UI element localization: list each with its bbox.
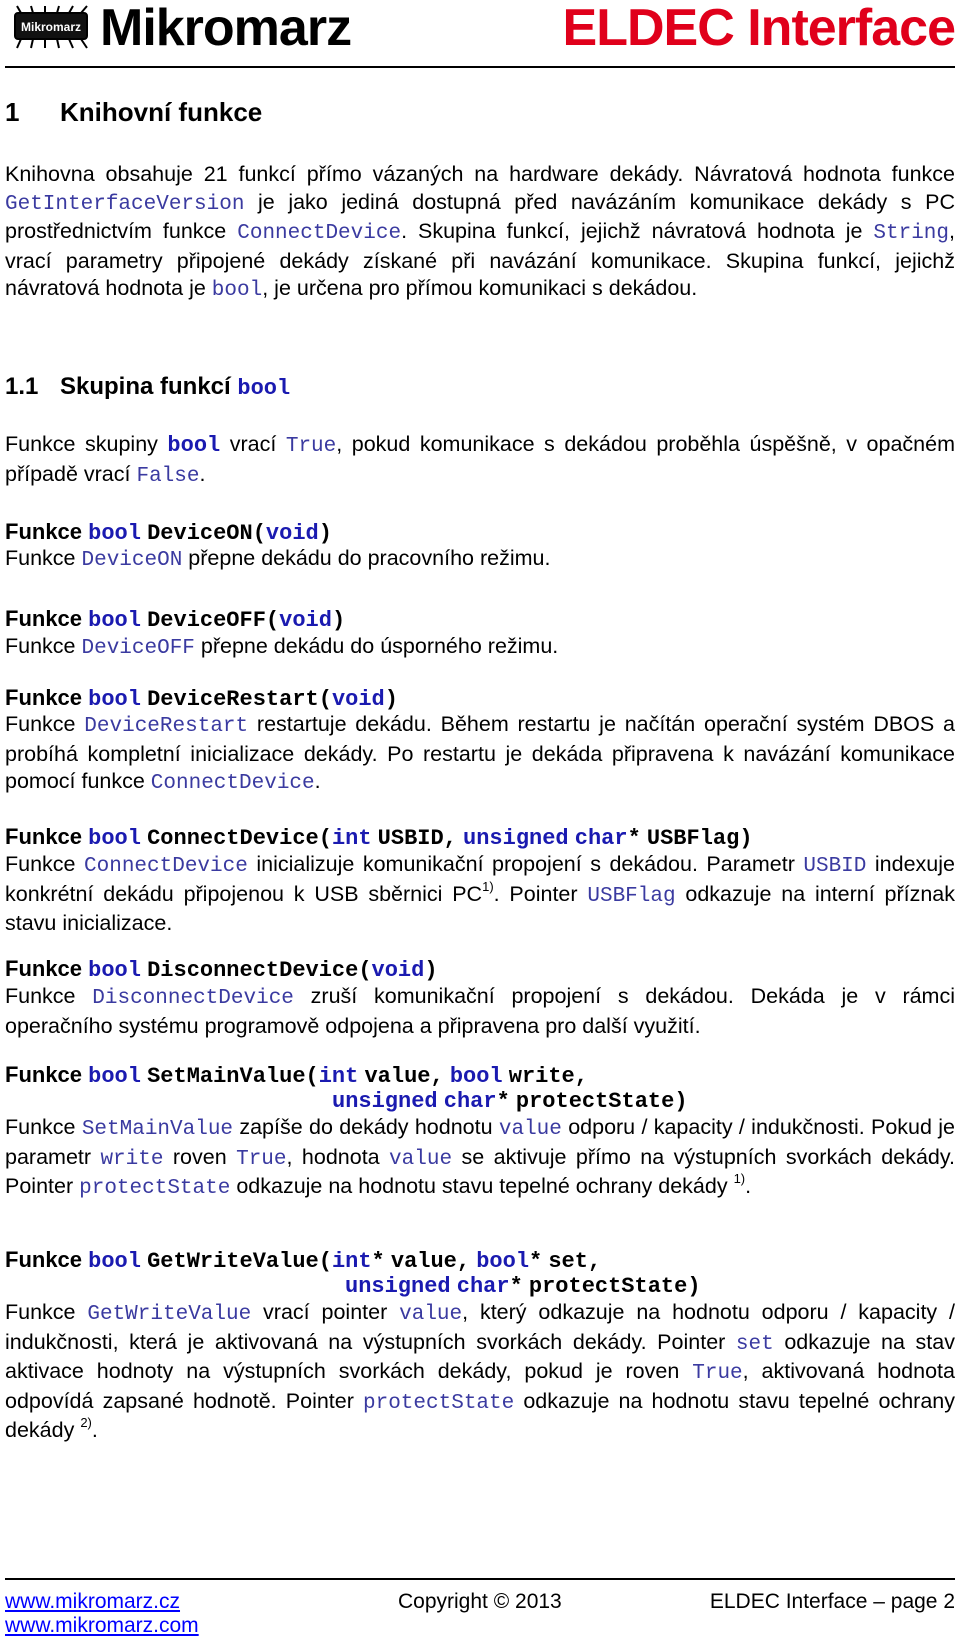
function-signature-deviceon: Funkce bool DeviceON(void) xyxy=(5,519,332,546)
section-number: 1 xyxy=(5,97,20,127)
text: , hodnota xyxy=(286,1144,390,1169)
code: USBID xyxy=(803,855,867,878)
keyword: bool xyxy=(88,826,141,851)
code: ConnectDevice xyxy=(150,772,315,795)
function-signature-setmainvalue-cont: unsigned char* protectState) xyxy=(332,1089,688,1114)
code: GetInterfaceVersion xyxy=(5,192,245,216)
text: Funkce xyxy=(5,712,85,736)
code: protectState xyxy=(79,1177,231,1200)
page-header xyxy=(5,0,955,68)
function-desc-deviceoff xyxy=(5,633,955,663)
text: , vrací parametry připojené dekády získané při navázání komunikace. Skupina funkcí, jejichž návratová hodnota je xyxy=(5,219,955,300)
keyword: bool xyxy=(476,1249,530,1274)
function-signature-disconnectdevice: Funkce bool DisconnectDevice(void) xyxy=(5,956,438,983)
keyword: bool xyxy=(88,1249,141,1274)
param: protectState) xyxy=(515,1089,688,1114)
param: protectState) xyxy=(528,1274,701,1299)
function-desc-connectdevice xyxy=(5,851,955,938)
page-footer xyxy=(5,1578,955,1637)
code: True xyxy=(236,1147,287,1171)
footnote-ref: 1) xyxy=(482,878,494,894)
keyword: char xyxy=(456,1274,510,1299)
website-link-cz[interactable]: www.mikromarz.cz xyxy=(5,1590,181,1613)
keyword: char xyxy=(443,1089,497,1114)
code: USBFlag xyxy=(587,884,676,908)
text: . xyxy=(199,461,206,486)
function-signature-devicerestart: Funkce bool DeviceRestart(void) xyxy=(5,685,398,712)
section-1-1-paragraph xyxy=(5,431,955,490)
text: vrací xyxy=(220,432,286,456)
function-name: ConnectDevice xyxy=(147,826,319,851)
function-desc-devicerestart xyxy=(5,711,955,798)
function-desc-disconnectdevice xyxy=(5,983,955,1040)
function-desc-setmainvalue xyxy=(5,1114,955,1203)
function-name: DeviceON xyxy=(147,521,253,546)
section-number: 1.1 xyxy=(5,373,39,400)
text: , pokud komunikace s dekádou proběhla úspěšně, v opačném případě vrací xyxy=(5,432,955,486)
code: GetWriteValue xyxy=(87,1303,252,1326)
function-name: SetMainValue xyxy=(147,1064,306,1089)
section-title: Skupina funkcí xyxy=(60,373,231,400)
code: ConnectDevice xyxy=(84,855,248,878)
text: odkazuje na interní příznak stavu inicializace. xyxy=(5,881,956,935)
param: value, xyxy=(390,1249,471,1274)
text: odkazuje na stav aktivace hodnoty na výstupních svorkách dekády, pokud je roven xyxy=(5,1329,955,1383)
text: , je určena pro přímou komunikaci s dekádou. xyxy=(262,276,698,300)
keyword: int xyxy=(331,826,372,851)
code: DisconnectDevice xyxy=(92,987,294,1010)
function-signature-connectdevice: Funkce bool ConnectDevice(int USBID, unsigned char* USBFlag) xyxy=(5,824,753,851)
code: String xyxy=(873,222,950,245)
copyright: Copyright © 2013 xyxy=(398,1590,562,1613)
footnote-ref: 1) xyxy=(733,1171,746,1186)
param: set, xyxy=(548,1249,602,1274)
code: value xyxy=(389,1147,453,1171)
text: . Pointer xyxy=(493,881,588,906)
heading-code: bool xyxy=(237,376,291,401)
function-name: DeviceRestart xyxy=(147,687,319,712)
function-name: DisconnectDevice xyxy=(147,958,359,983)
code: protectState xyxy=(363,1391,515,1415)
keyword: unsigned xyxy=(345,1274,451,1299)
keyword: unsigned xyxy=(332,1089,438,1114)
text: , aktivovaná hodnota odpovídá zapsané hodnotě. Pointer xyxy=(5,1359,955,1413)
text: vrací pointer xyxy=(251,1300,400,1324)
label: Funkce xyxy=(5,824,83,849)
keyword: bool xyxy=(88,1064,141,1089)
page-number: ELDEC Interface – page 2 xyxy=(709,1590,955,1613)
function-desc-getwritevalue xyxy=(5,1299,955,1445)
function-signature-setmainvalue: Funkce bool SetMainValue(int value, bool write, xyxy=(5,1062,588,1089)
function-name: DeviceOFF xyxy=(147,608,266,633)
code: set xyxy=(735,1332,774,1356)
code: DeviceON xyxy=(81,549,183,572)
text: zapíše do dekády hodnotu xyxy=(233,1115,499,1139)
website-link-com[interactable]: www.mikromarz.com xyxy=(5,1614,199,1637)
code: False xyxy=(136,464,200,488)
text: Funkce skupiny xyxy=(5,432,168,456)
code: DeviceOFF xyxy=(81,637,195,660)
label: Funkce xyxy=(5,1247,83,1272)
keyword: bool xyxy=(88,608,141,633)
keyword: bool xyxy=(88,687,141,712)
code: value xyxy=(498,1118,562,1141)
text: Funkce xyxy=(5,1115,82,1139)
function-signature-getwritevalue: Funkce bool GetWriteValue(int* value, bool* set, xyxy=(5,1247,602,1274)
section-title: Knihovní funkce xyxy=(60,97,263,127)
keyword: int xyxy=(331,1249,372,1274)
function-desc-deviceon xyxy=(5,545,955,575)
text: přepne dekádu do úsporného režimu. xyxy=(194,634,559,658)
text: přepne dekádu do pracovního režimu. xyxy=(182,546,551,570)
code: DeviceRestart xyxy=(84,715,249,738)
param: USBID, xyxy=(377,826,457,851)
text: indexuje konkrétní dekádu připojenou k USB sběrnici PC xyxy=(5,852,955,906)
text: Funkce xyxy=(5,546,82,570)
keyword: void xyxy=(371,958,425,983)
section-1-heading xyxy=(5,97,262,128)
code: bool xyxy=(167,433,221,458)
label: Funkce xyxy=(5,685,83,710)
keyword: bool xyxy=(449,1064,503,1089)
keyword: unsigned xyxy=(463,826,569,851)
keyword: void xyxy=(279,608,332,633)
label: Funkce xyxy=(5,956,83,981)
keyword: void xyxy=(265,521,319,546)
text: . xyxy=(314,769,321,793)
function-signature-deviceoff: Funkce bool DeviceOFF(void) xyxy=(5,606,346,633)
function-signature-getwritevalue-cont: unsigned char* protectState) xyxy=(345,1274,701,1299)
text: zruší komunikační propojení s dekádou. Dekáda je v rámci operačního systému programově odpojena a připravena pro další využití. xyxy=(5,984,955,1038)
keyword: int xyxy=(318,1064,359,1089)
label: Funkce xyxy=(5,1062,83,1087)
code: True xyxy=(285,435,337,458)
text: . Skupina funkcí, jejichž návratová hodnota je xyxy=(401,219,874,243)
document-title: ELDEC Interface xyxy=(562,0,955,57)
text: odporu / kapacity / indukčnosti. Pokud je parametr xyxy=(5,1115,955,1169)
mikromarz-logo xyxy=(5,4,97,52)
code: value xyxy=(399,1303,463,1326)
section-1-1-heading xyxy=(5,373,290,401)
text: restartuje dekádu. Během restartu je načítán operační systém DBOS a probíhá kompletní inicializace dekády. Po restartu je dekáda připravena k navázání komunikace pomocí funkce xyxy=(5,712,955,793)
keyword: bool xyxy=(88,958,141,983)
text: roven xyxy=(163,1144,237,1169)
param: value, xyxy=(364,1064,444,1089)
text: inicializuje komunikační propojení s dekádou. Parametr xyxy=(247,852,804,876)
keyword: char xyxy=(574,826,628,851)
code: bool xyxy=(211,279,263,302)
text: . xyxy=(745,1174,752,1198)
code: ConnectDevice xyxy=(237,222,402,245)
text: odkazuje na hodnotu stavu tepelné ochrany dekády xyxy=(5,1388,955,1442)
code: SetMainValue xyxy=(81,1118,234,1141)
footnote-ref: 2) xyxy=(80,1415,92,1430)
text: Funkce xyxy=(5,984,93,1008)
label: Funkce xyxy=(5,606,83,631)
function-name: GetWriteValue xyxy=(147,1249,319,1274)
keyword: bool xyxy=(88,521,141,546)
text: , který odkazuje na hodnotu odporu / kapacity / indukčnosti, která je aktivovaná na výstupních svorkách dekády. Pointer xyxy=(5,1300,956,1354)
logo-text: Mikromarz xyxy=(20,20,82,34)
label: Funkce xyxy=(5,519,83,544)
text: se aktivuje přímo na výstupních svorkách dekády. Pointer xyxy=(5,1144,955,1198)
text: Funkce xyxy=(5,634,82,658)
text: je jako jediná dostupná před navázáním komunikace dekády s PC prostřednictvím funkce xyxy=(5,189,955,243)
brand-name: Mikromarz xyxy=(100,0,352,57)
text: . xyxy=(91,1418,98,1442)
section-1-paragraph xyxy=(5,161,955,305)
text: Knihovna obsahuje 21 funkcí přímo vázaných na hardware dekády. Návratová hodnota funkce xyxy=(5,162,955,186)
param: USBFlag) xyxy=(646,826,753,851)
code: write xyxy=(100,1147,164,1171)
text: Funkce xyxy=(5,1300,88,1324)
code: True xyxy=(692,1362,743,1385)
text: Funkce xyxy=(5,852,85,876)
param: write, xyxy=(508,1064,588,1089)
text: odkazuje na hodnotu stavu tepelné ochrany dekády xyxy=(230,1174,734,1198)
keyword: void xyxy=(331,687,385,712)
